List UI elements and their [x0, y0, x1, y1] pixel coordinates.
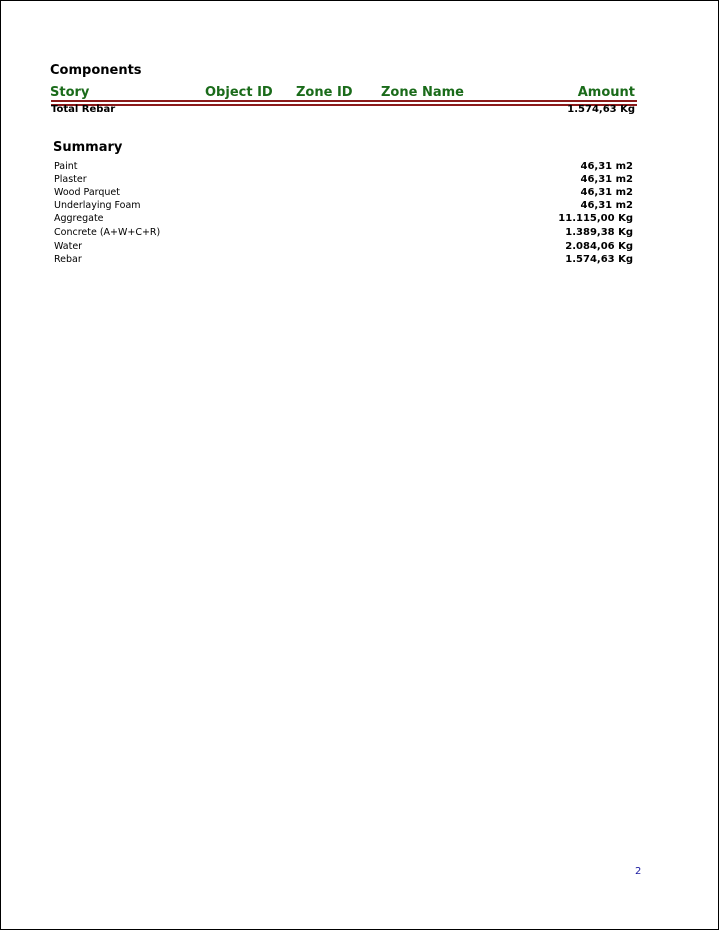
summary-item-value: 46,31 m2 — [580, 200, 633, 211]
summary-item-label: Concrete (A+W+C+R) — [54, 227, 161, 238]
components-title: Components — [50, 63, 142, 78]
summary-item-label: Rebar — [54, 254, 82, 265]
column-header-zone-name: Zone Name — [381, 85, 464, 100]
summary-item-value: 1.574,63 Kg — [565, 254, 633, 265]
column-header-story: Story — [50, 85, 90, 100]
summary-item-value: 2.084,06 Kg — [565, 241, 633, 252]
summary-item-label: Paint — [54, 161, 78, 172]
total-rebar-amount: 1.574,63 Kg — [567, 104, 635, 115]
header-rule-top — [51, 100, 637, 102]
column-header-zone-id: Zone ID — [296, 85, 353, 100]
summary-item-value: 46,31 m2 — [580, 174, 633, 185]
summary-item-label: Underlaying Foam — [54, 200, 141, 211]
summary-item-value: 46,31 m2 — [580, 161, 633, 172]
summary-item-value: 46,31 m2 — [580, 187, 633, 198]
summary-item-label: Wood Parquet — [54, 187, 120, 198]
summary-item-label: Water — [54, 241, 83, 252]
column-header-object-id: Object ID — [205, 85, 273, 100]
column-header-amount: Amount — [577, 85, 635, 100]
page-number: 2 — [635, 866, 642, 877]
summary-item-label: Aggregate — [54, 213, 104, 224]
total-rebar-label: Total Rebar — [51, 104, 116, 115]
summary-item-value: 11.115,00 Kg — [558, 213, 633, 224]
summary-title: Summary — [53, 140, 123, 155]
summary-item-label: Plaster — [54, 174, 87, 185]
summary-item-value: 1.389,38 Kg — [565, 227, 633, 238]
